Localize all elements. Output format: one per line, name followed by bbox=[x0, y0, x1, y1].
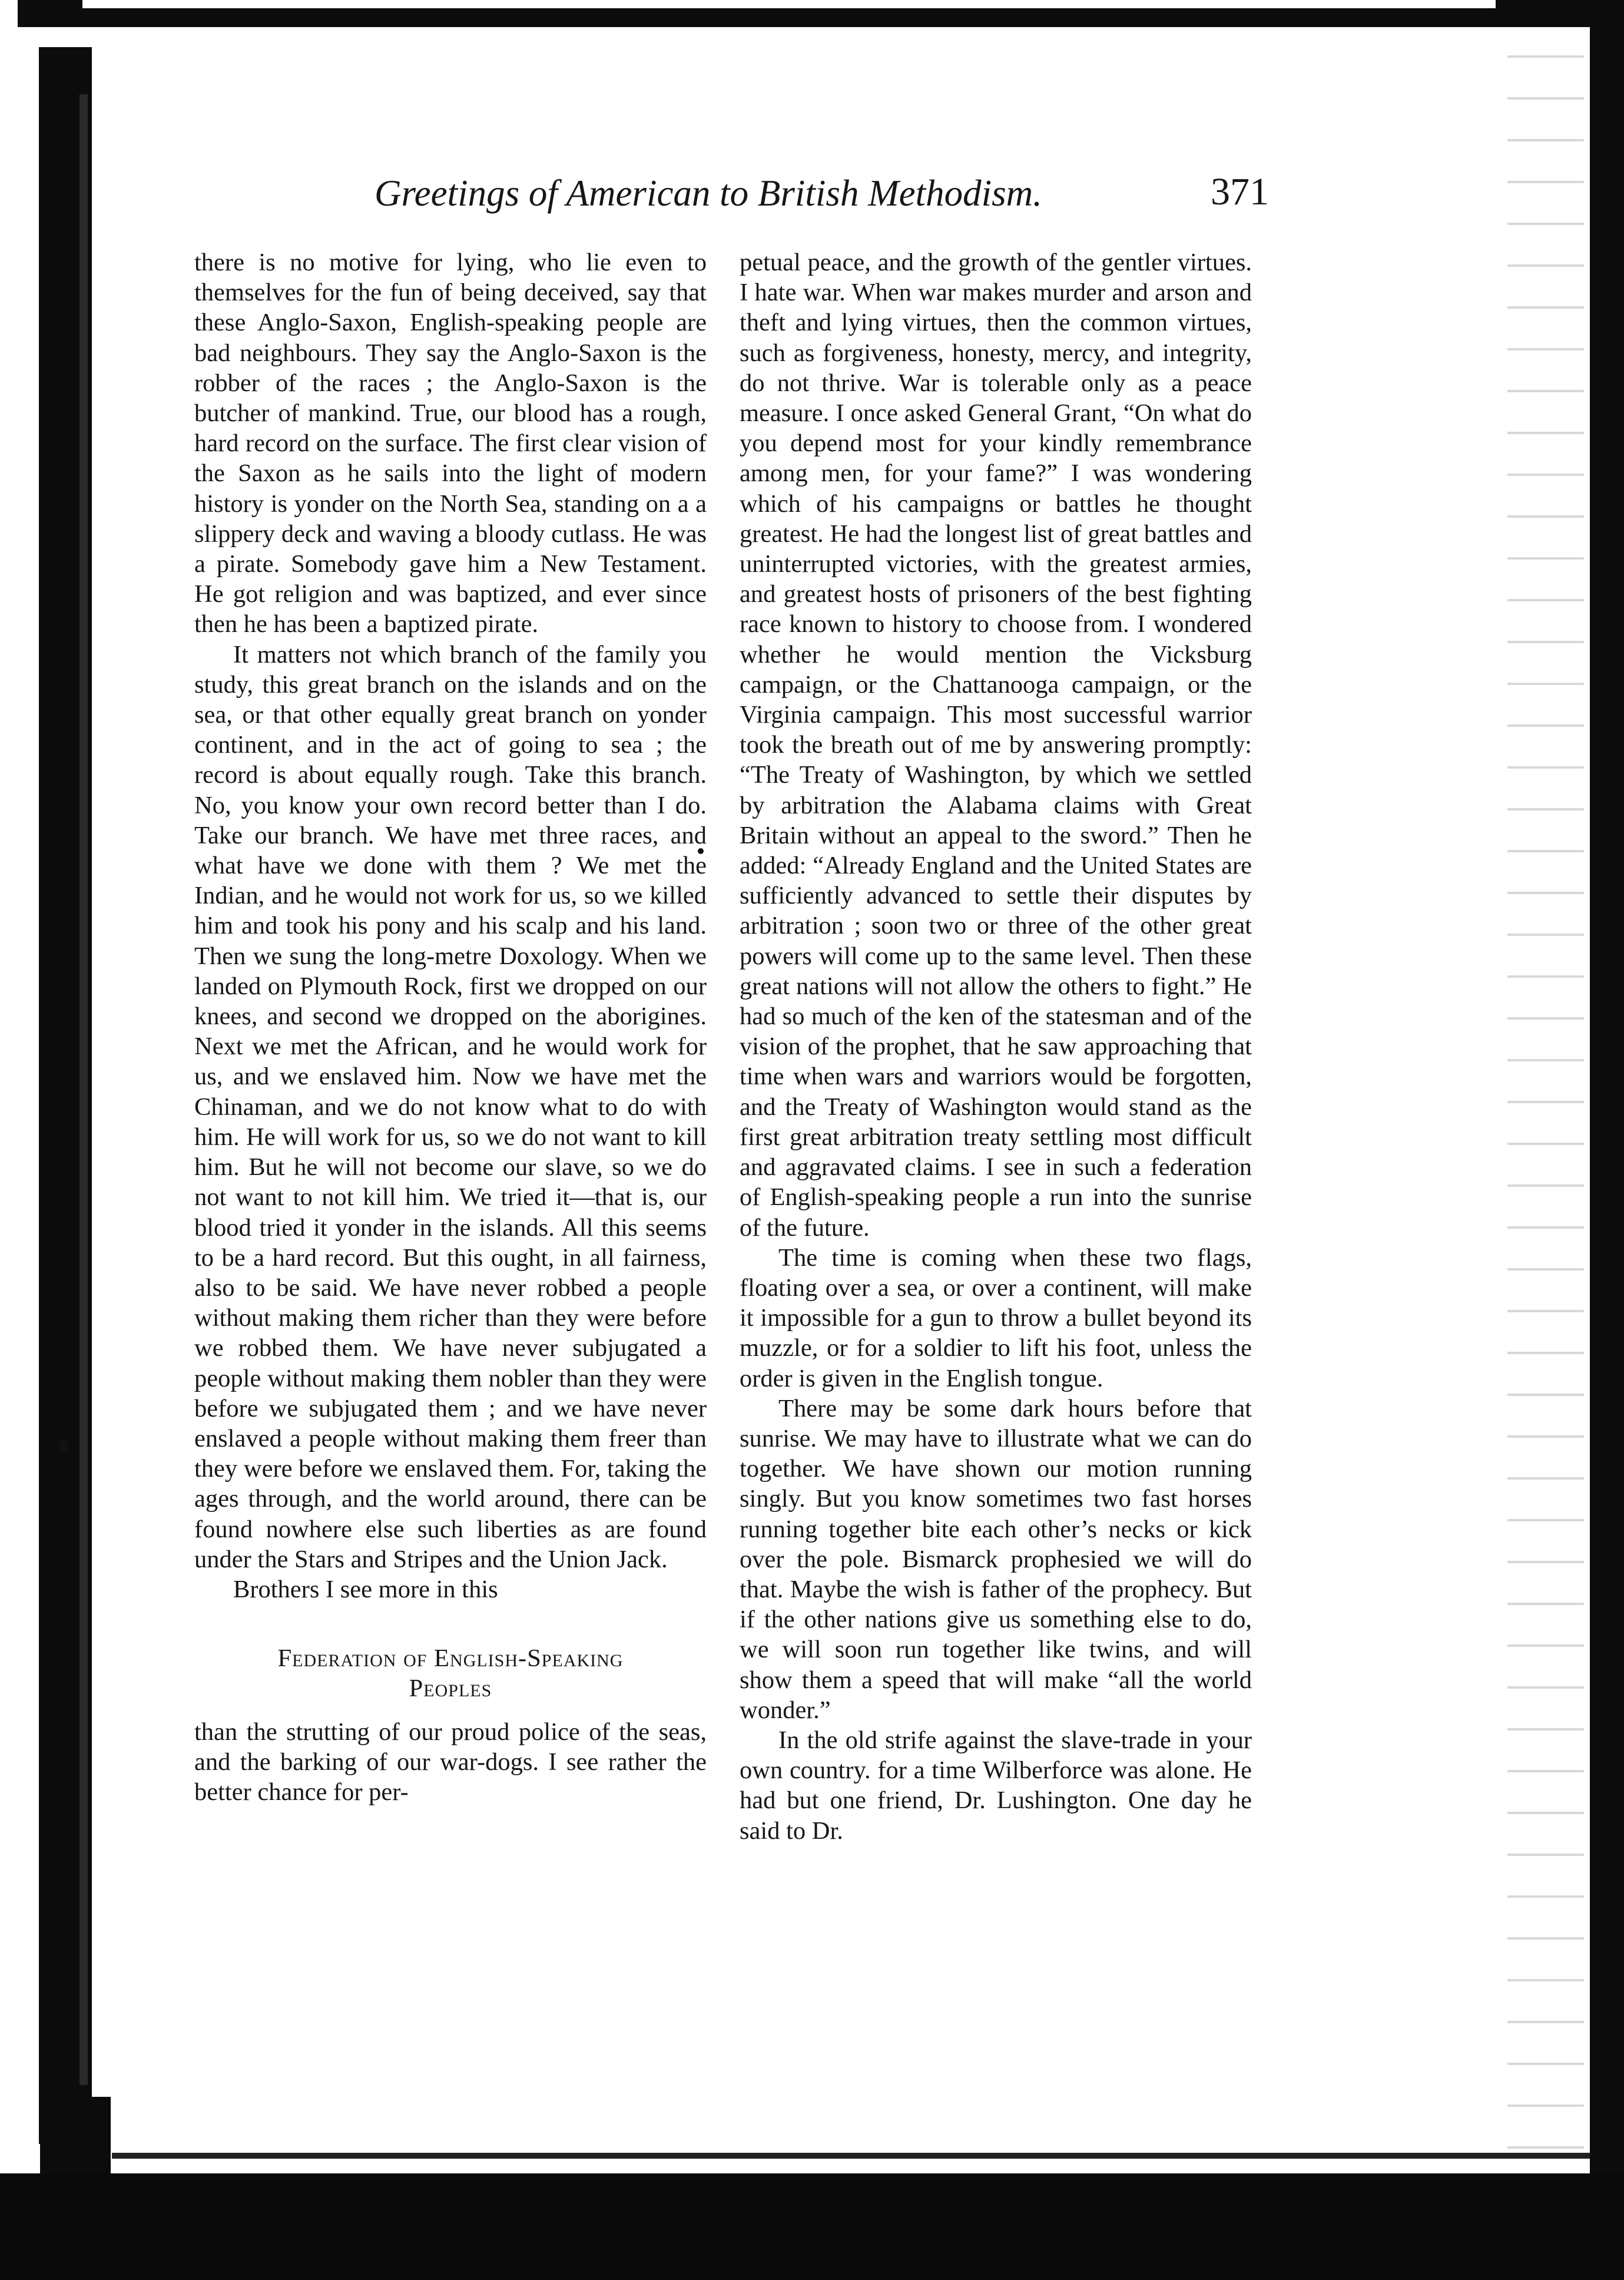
paragraph: than the strutting of our proud police of the seas, and the barking of our war-dogs. I see rather the better chance for per- bbox=[194, 1718, 707, 1806]
right-column bbox=[740, 247, 1252, 1846]
paragraph: In the old strife against the slave-trade in your own country. for a time Wilberforce was alone. He had but one friend, Dr. Lushington. One day he said to Dr. bbox=[740, 1726, 1252, 1845]
ink-speck bbox=[59, 1440, 68, 1453]
book-spine-foot bbox=[40, 2097, 111, 2185]
scan-right-edge bbox=[1590, 0, 1624, 2280]
section-heading bbox=[194, 1643, 707, 1703]
scan-bottom-rule bbox=[112, 2153, 1590, 2159]
paragraph: It matters not which branch of the family you study, this great branch on the islands and on the sea, or that other equally great branch on yonder continent, and in the act of going to sea ; the record is about equally rough. Take this branch. No, you know your own record better than I do. Take our branch. We have met three races, and what have we done with them ? We met the Indian, and he would not work for us, so we killed him and took his pony and his scalp and his land. Then we sung the long-metre Doxology. When we landed on Plymouth Rock, first we dropped on our knees, and second we dropped on the aborigines. Next we met the African, and he would work for us, and we enslaved him. Now we have met the Chinaman, and we do not know what to do with him. He will work for us, so we do not want to kill him. But he will not become our slave, so we do not want to not kill him. We tried it—that is, our blood tried it yonder in the islands. All this seems to be a hard record. But this ought, in all fairness, also to be said. We have never robbed a people without making them richer than they were before we robbed them. We have never subjugated a people without making them nobler than they were before we subjugated them ; and we have never enslaved a people without making them freer than they were before we enslaved them. For, taking the ages through, and the world around, there can be found nowhere else such liberties as are found under the Stars and Stripes and the Union Jack. bbox=[194, 640, 707, 1573]
paragraph: petual peace, and the growth of the gentler virtues. I hate war. When war makes murder and arson and theft and lying virtues, then the common virtues, such as forgiveness, honesty, mercy, and integrity, do not thrive. War is tolerable only as a peace measure. I once asked General Grant, “On what do you depend most for your kindly remembrance among men, for your fame?” I was wondering which of his campaigns or battles he thought greatest. He had the longest list of great battles and uninterrupted victories, with the greatest armies, and greatest hosts of prisoners of the best fighting race known to history to choose from. I wondered whether he would mention the Vicksburg campaign, or the Chattanooga campaign, or the Virginia campaign. This most successful warrior took the breath out of me by answering promptly: “The Treaty of Washington, by which we settled by arbitration the Alabama claims with Great Britain without an appeal to the sword.” Then he added: “Already England and the United States are sufficiently advanced to settle their disputes by arbitration ; soon two or three of the other great powers will come up to the same level. Then these great nations will not allow the others to fight.” He had so much of the ken of the statesman and of the vision of the prophet, that he saw approaching that time when wars and warriors would be forgotten, and the Treaty of Washington would stand as the first great arbitration treaty settling most difficult and aggravated claims. I see in such a federation of English-speaking people a run into the sunrise of the future. bbox=[740, 249, 1252, 1242]
page-number: 371 bbox=[1211, 170, 1269, 213]
section-heading-line: Peoples bbox=[409, 1675, 492, 1703]
book-spine-inner bbox=[79, 94, 88, 2085]
scan-bottom-edge bbox=[0, 2173, 1624, 2280]
paragraph: The time is coming when these two flags, floating over a sea, or over a continent, will make it impossible for a gun to throw a bullet beyond its muzzle, or for a soldier to lift his foot, unless the order is given in the English tongue. bbox=[740, 1243, 1252, 1392]
running-title: Greetings of American to British Methodism. bbox=[374, 173, 1042, 214]
scan-top-edge-highlight bbox=[82, 0, 1496, 8]
scan-left-margin bbox=[0, 0, 18, 2280]
paragraph: Brothers I see more in this bbox=[233, 1575, 498, 1603]
section-heading-line: Federation of English-Speaking bbox=[277, 1644, 624, 1673]
paragraph: there is no motive for lying, who lie even to themselves for the fun of being deceived, say that these Anglo-Saxon, English-speaking people are bad neighbours. They say the Anglo-Saxon is the robber of the races ; the Anglo-Saxon is the butcher of mankind. True, our blood has a rough, hard record on the surface. The first clear vision of the Saxon as he sails into the light of modern history is yonder on the North Sea, standing on a a slippery deck and waving a bloody cutlass. He was a pirate. Somebody gave him a New Testament. He got religion and was baptized, and ever since then he has been a baptized pirate. bbox=[194, 249, 707, 638]
left-column bbox=[194, 247, 707, 1807]
paragraph: There may be some dark hours before that sunrise. We may have to illustrate what we can do together. We have shown our motion running singly. But you know sometimes two fast horses running together bite each other’s necks or kick over the pole. Bismarck prophesied we will do that. Maybe the wish is father of the prophecy. But if the other nations give us something else to do, we will soon run together like twins, and will show them a speed that will make “all the world wonder.” bbox=[740, 1394, 1252, 1724]
scan-right-noise bbox=[1507, 35, 1584, 2150]
